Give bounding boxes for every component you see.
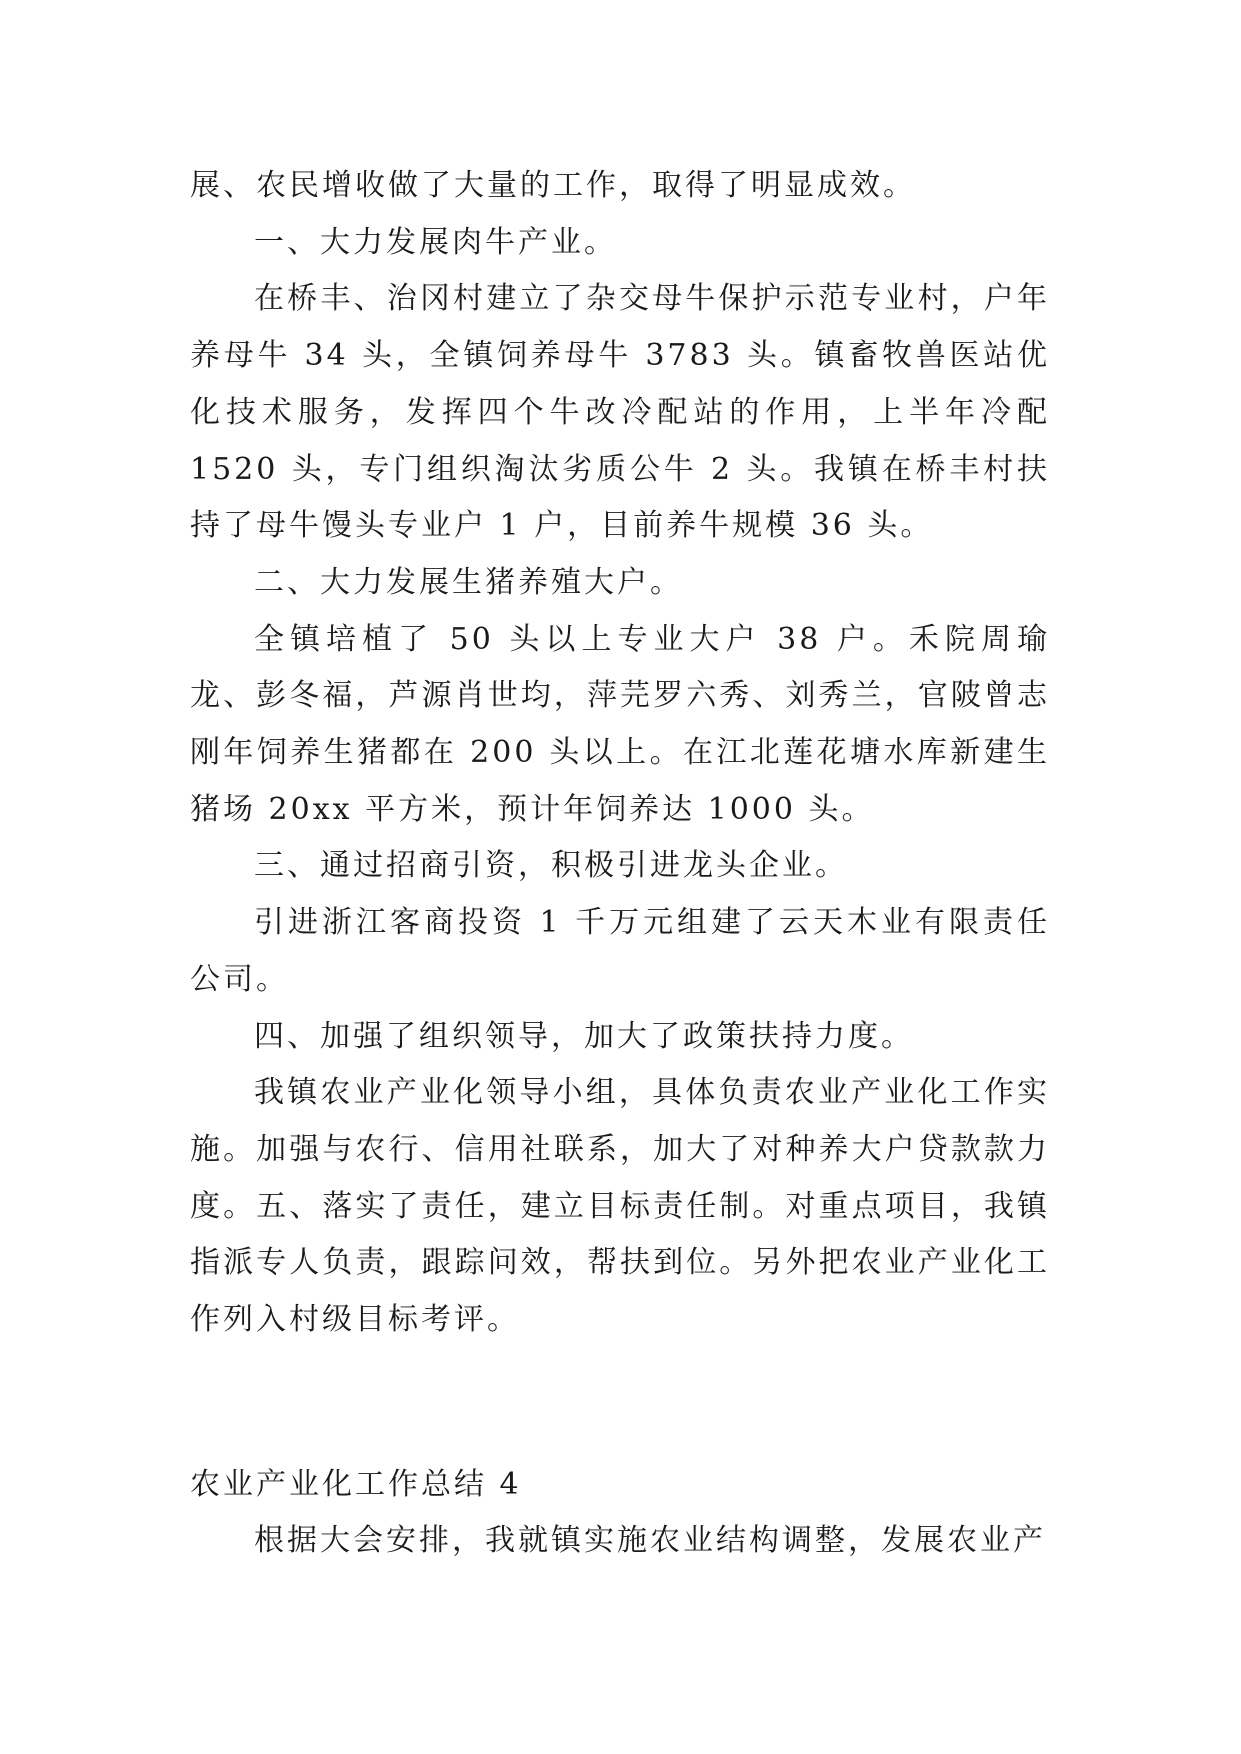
heading-beef-industry: 一、大力发展肉牛产业。 xyxy=(254,224,617,260)
heading-pig-farming: 二、大力发展生猪养殖大户。 xyxy=(254,564,683,600)
heading-organization: 四、加强了组织领导，加大了政策扶持力度。 xyxy=(254,1018,914,1054)
paragraph-organization-details: 我镇农业产业化领导小组，具体负责农业产业化工作实施。加强与农行、信用社联系，加大了对种养大户贷款款力度。五、落实了责任，建立目标责任制。对重点项目，我镇指派专人负责，跟踪问效，帮扶到位。另外把农业产业化工作列入村级目标考评。 xyxy=(190,1075,1050,1338)
paragraph-investment-details: 引进浙江客商投资 1 千万元组建了云天木业有限责任公司。 xyxy=(190,905,1050,997)
section-title: 农业产业化工作总结 4 xyxy=(190,1466,522,1502)
paragraph-pig-details: 全镇培植了 50 头以上专业大户 38 户。禾院周瑜龙、彭冬福，芦源肖世均，萍芫罗六秀、刘秀兰，官陂曾志刚年饲养生猪都在 200 头以上。在江北莲花塘水库新建生猪场 20xx 平方米，预计年饲养达 1000 头。 xyxy=(190,621,1050,827)
heading-investment: 三、通过招商引资，积极引进龙头企业。 xyxy=(254,848,848,884)
document-body xyxy=(190,158,1050,1570)
paragraph-beef-details: 在桥丰、治冈村建立了杂交母牛保护示范专业村，户年养母牛 34 头，全镇饲养母牛 3783 头。镇畜牧兽医站优化技术服务，发挥四个牛改冷配站的作用，上半年冷配 1520 头，专门组织淘汰劣质公牛 2 头。我镇在桥丰村扶持了母牛馒头专业户 1 户，目前养牛规模 36 头。 xyxy=(190,281,1050,544)
paragraph-continuation: 展、农民增收做了大量的工作，取得了明显成效。 xyxy=(190,168,916,203)
paragraph-closing: 根据大会安排，我就镇实施农业结构调整，发展农业产 xyxy=(254,1523,1046,1559)
